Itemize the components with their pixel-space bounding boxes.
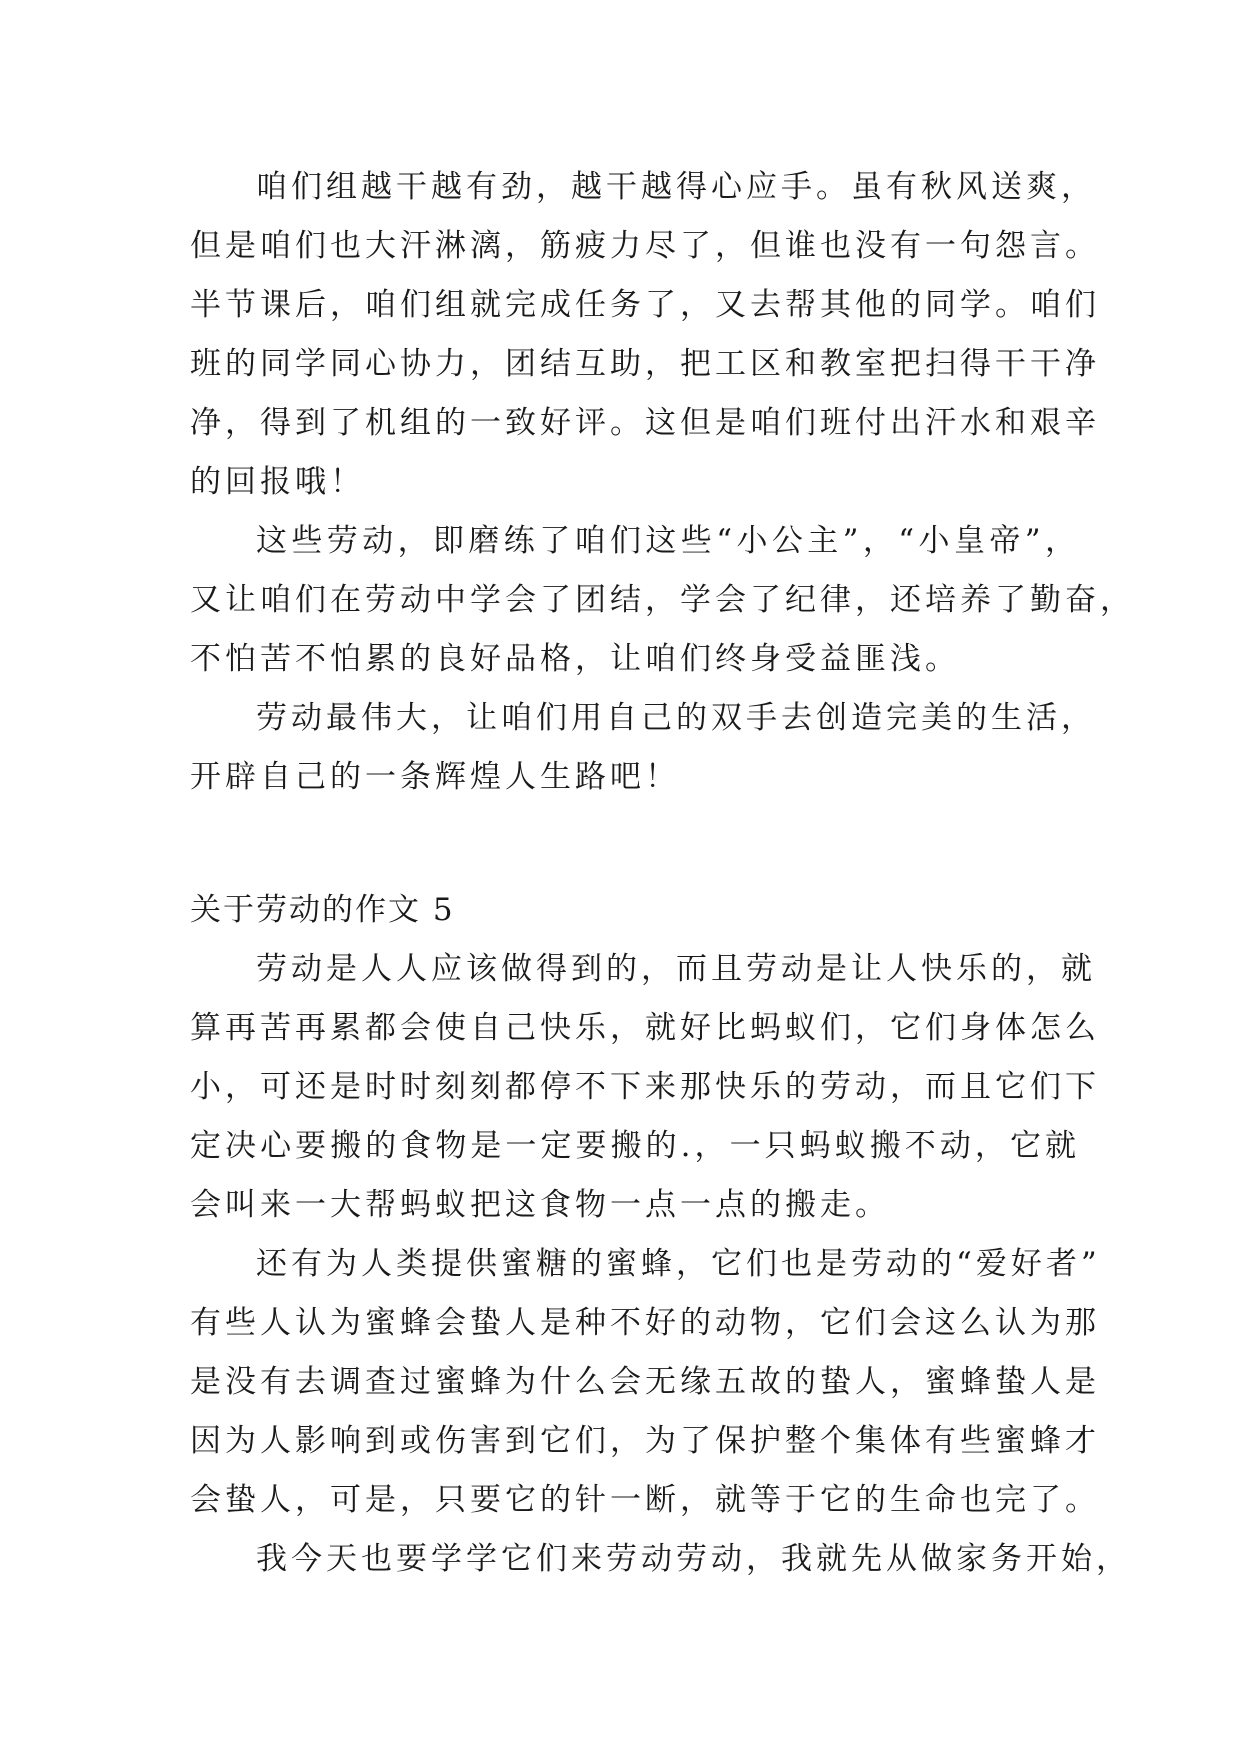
paragraph-6 — [190, 1530, 1131, 1589]
text-line: 不怕苦不怕累的良好品格，让咱们终身受益匪浅。 — [190, 641, 960, 677]
text-line: 会叫来一大帮蚂蚁把这食物一点一点的搬走。 — [190, 1187, 890, 1223]
text-line: 但是咱们也大汗淋漓，筋疲力尽了，但谁也没有一句怨言。 — [190, 228, 1100, 264]
text-line: 这些劳动，即磨练了咱们这些“小公主”，“小皇帝”， — [256, 523, 1080, 559]
text-line: 小，可还是时时刻刻都停不下来那快乐的劳动，而且它们下 — [190, 1069, 1100, 1105]
paragraph-1 — [190, 158, 1100, 512]
text-line: 又让咱们在劳动中学会了团结，学会了纪律，还培养了勤奋， — [190, 582, 1135, 618]
text-line: 有些人认为蜜蜂会蛰人是种不好的动物，它们会这么认为那 — [190, 1305, 1100, 1341]
paragraph-4 — [190, 940, 1100, 1235]
text-line: 定决心要搬的食物是一定要搬的.，一只蚂蚁搬不动，它就 — [190, 1128, 1080, 1164]
text-line: 会蛰人，可是，只要它的针一断，就等于它的生命也完了。 — [190, 1482, 1100, 1518]
paragraph-2 — [190, 512, 1135, 689]
text-line: 净，得到了机组的一致好评。这但是咱们班付出汗水和艰辛 — [190, 405, 1100, 441]
paragraph-5 — [190, 1235, 1101, 1530]
paragraph-3 — [190, 689, 1096, 807]
text-line: 我今天也要学学它们来劳动劳动，我就先从做家务开始， — [256, 1541, 1131, 1577]
text-line: 因为人影响到或伤害到它们，为了保护整个集体有些蜜蜂才 — [190, 1423, 1100, 1459]
text-line: 开辟自己的一条辉煌人生路吧！ — [190, 759, 680, 795]
text-line: 是没有去调查过蜜蜂为什么会无缘五故的蛰人，蜜蜂蛰人是 — [190, 1364, 1100, 1400]
document-page — [190, 158, 1135, 1589]
text-line: 咱们组越干越有劲，越干越得心应手。虽有秋风送爽， — [256, 169, 1096, 205]
section-spacer — [190, 807, 1080, 881]
text-line: 劳动是人人应该做得到的，而且劳动是让人快乐的，就 — [256, 951, 1096, 987]
text-line: 的回报哦！ — [190, 464, 365, 500]
text-line: 班的同学同心协力，团结互助，把工区和教室把扫得干干净 — [190, 346, 1100, 382]
section-heading: 关于劳动的作文 5 — [190, 892, 455, 928]
text-line: 算再苦再累都会使自己快乐，就好比蚂蚁们，它们身体怎么 — [190, 1010, 1100, 1046]
text-line: 还有为人类提供蜜糖的蜜蜂，它们也是劳动的“爱好者” — [256, 1246, 1101, 1282]
text-line: 半节课后，咱们组就完成任务了，又去帮其他的同学。咱们 — [190, 287, 1100, 323]
text-line: 劳动最伟大，让咱们用自己的双手去创造完美的生活， — [256, 700, 1096, 736]
